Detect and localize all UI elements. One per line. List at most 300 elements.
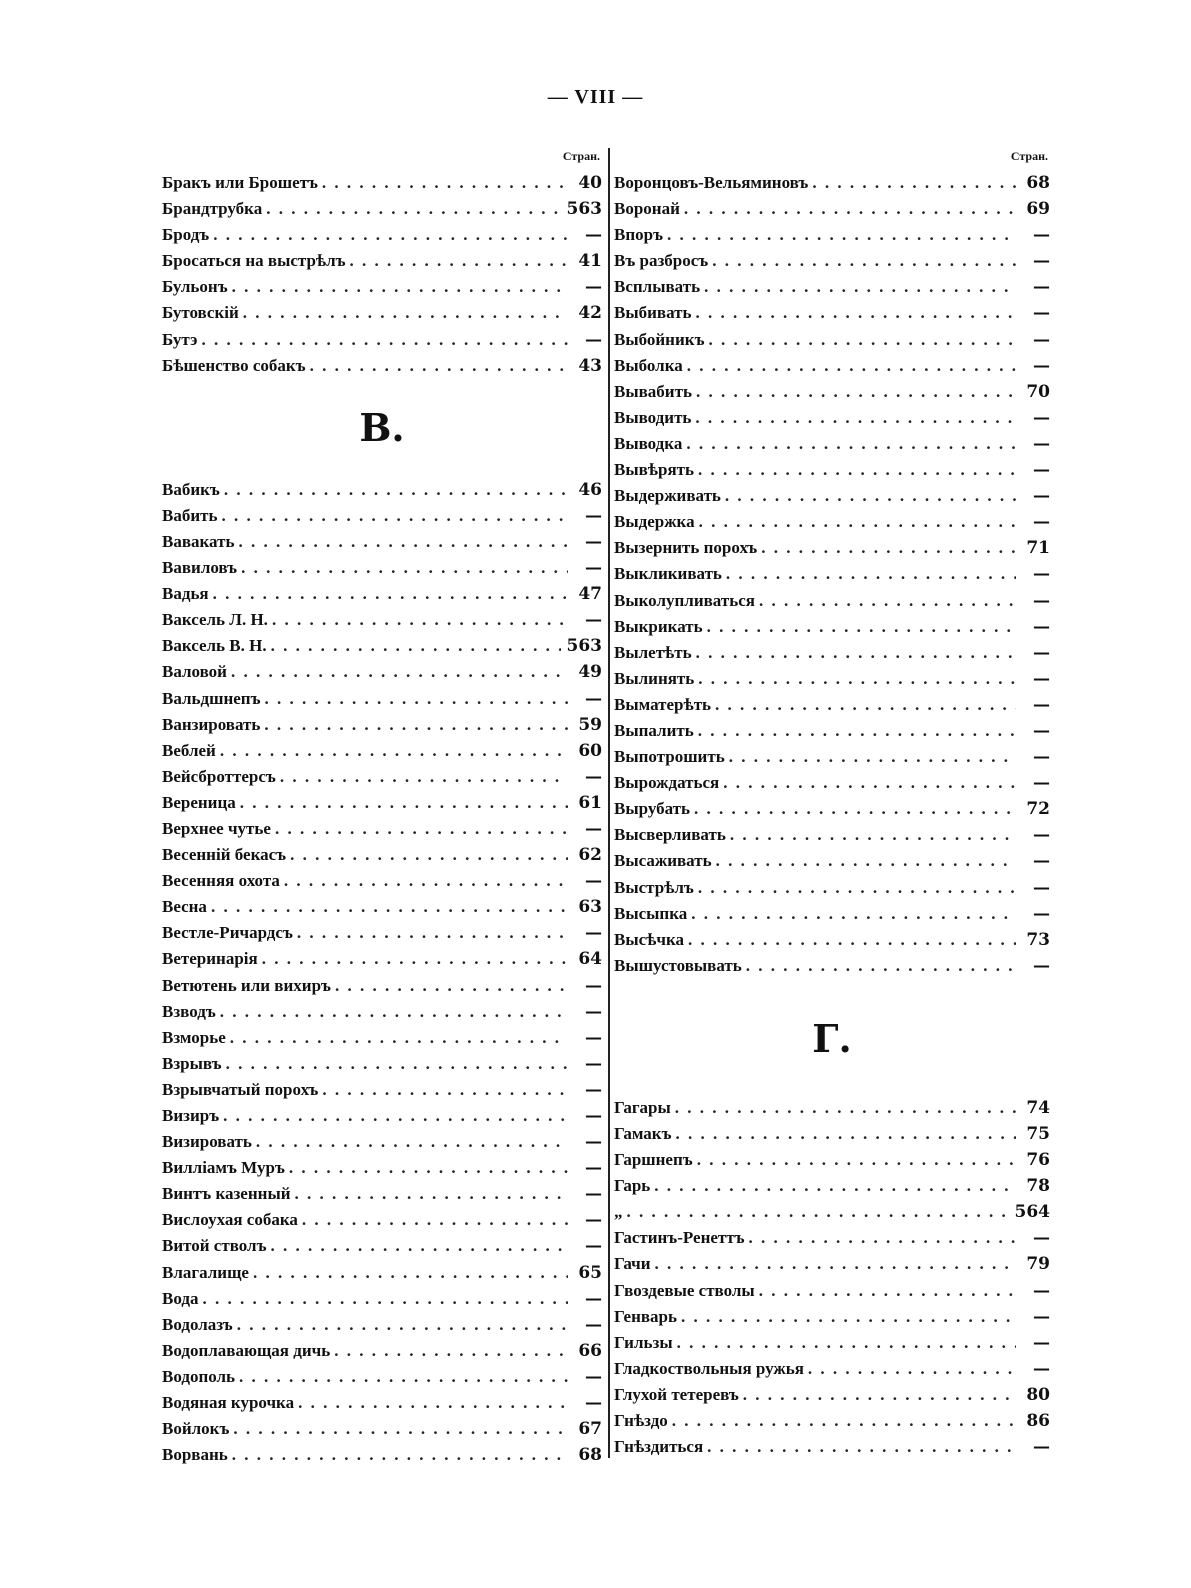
entry-page: 43	[578, 355, 602, 376]
entry-page: —	[585, 923, 602, 944]
leader-dots	[759, 588, 1016, 614]
entry-term: Веблей	[162, 740, 216, 760]
index-entry	[162, 1129, 602, 1155]
leader-dots	[812, 170, 1016, 196]
leader-dots	[224, 477, 568, 503]
index-entry	[614, 1095, 1050, 1121]
leader-dots	[655, 1251, 1016, 1277]
index-entry	[162, 274, 602, 300]
entry-page: —	[585, 1106, 602, 1126]
entry-page: 59	[578, 714, 602, 735]
entry-page: —	[585, 329, 602, 350]
index-entry	[614, 379, 1050, 405]
leader-dots	[297, 920, 568, 946]
entry-page: —	[1033, 773, 1050, 794]
index-entry	[162, 973, 602, 999]
entry-term: Впоръ	[614, 225, 663, 245]
entry-page: 68	[1026, 173, 1050, 193]
entry-page: 40	[578, 173, 602, 193]
leader-dots	[694, 796, 1016, 822]
leader-dots	[302, 1207, 568, 1233]
index-entry	[162, 1312, 602, 1338]
leader-dots	[676, 1121, 1017, 1147]
index-entry	[614, 1199, 1050, 1225]
leader-dots	[284, 868, 568, 894]
index-entry	[614, 300, 1050, 326]
leader-dots	[708, 327, 1016, 353]
entry-term: Вырубать	[614, 799, 691, 819]
leader-dots	[231, 659, 568, 685]
entry-page: —	[1033, 694, 1050, 715]
entry-term: Водоплавающая дичь	[162, 1340, 331, 1360]
leader-dots	[687, 353, 1016, 379]
entry-term: Гастинъ-Ренеттъ	[614, 1228, 745, 1248]
index-entry	[614, 1173, 1050, 1199]
index-entry	[614, 405, 1050, 431]
entry-page: —	[1033, 825, 1050, 846]
leader-dots	[262, 946, 568, 972]
entry-term: Гачи	[614, 1254, 651, 1274]
leader-dots	[275, 816, 568, 842]
leader-dots	[350, 248, 568, 274]
leader-dots	[334, 1338, 568, 1364]
entry-page: —	[585, 1053, 602, 1074]
entry-page: —	[1033, 512, 1050, 533]
entry-term: Гнѣздиться	[614, 1437, 704, 1457]
index-entry	[162, 529, 602, 555]
entry-term: Выпалить	[614, 720, 694, 740]
leader-dots	[698, 718, 1016, 744]
entry-page: —	[1033, 407, 1050, 428]
index-entry	[614, 535, 1050, 561]
leader-dots	[253, 1260, 568, 1286]
column-divider	[608, 148, 610, 1458]
index-entry	[162, 1103, 602, 1129]
index-entry	[614, 509, 1050, 535]
entry-term: Войлокъ	[162, 1419, 230, 1439]
entry-page: —	[1033, 903, 1050, 924]
entry-term: Вывѣрять	[614, 460, 694, 480]
leader-dots	[729, 744, 1016, 770]
entry-term: Весна	[162, 897, 207, 917]
index-entry	[162, 868, 602, 894]
index-entry	[162, 1442, 602, 1468]
entry-term: Вода	[162, 1288, 199, 1308]
index-entry	[614, 1251, 1050, 1277]
entry-page: —	[1033, 251, 1050, 272]
leader-dots	[688, 927, 1016, 953]
index-entry	[614, 1434, 1050, 1460]
entry-page: 65	[578, 1262, 602, 1283]
index-entry	[162, 327, 602, 353]
leader-dots	[698, 457, 1016, 483]
index-entry	[162, 1181, 602, 1207]
entry-page: 564	[1014, 1202, 1050, 1223]
index-entry	[614, 274, 1050, 300]
entry-page: —	[1033, 590, 1050, 611]
entry-term: Взводъ	[162, 1001, 216, 1021]
leader-dots	[239, 1364, 568, 1390]
entry-term: Вадья	[162, 584, 209, 604]
index-entry	[614, 353, 1050, 379]
entry-page: 74	[1026, 1097, 1050, 1118]
entry-page: 73	[1026, 929, 1050, 950]
leader-dots	[698, 875, 1016, 901]
right-column-header: Стран.	[1010, 149, 1048, 163]
leader-dots	[716, 848, 1016, 874]
entry-term: Выдержка	[614, 512, 695, 532]
entry-page: —	[1033, 1280, 1050, 1301]
entry-page: 86	[1026, 1411, 1050, 1432]
entry-page: —	[1033, 1306, 1050, 1327]
leader-dots	[627, 1199, 1009, 1225]
index-entry	[162, 764, 602, 790]
entry-term: Взрывчатый порохъ	[162, 1079, 319, 1099]
entry-term: Вавакать	[162, 531, 235, 551]
entry-page: —	[1033, 877, 1050, 898]
index-entry	[614, 1356, 1050, 1382]
entry-term: Влагалище	[162, 1262, 249, 1282]
entry-page: 72	[1026, 799, 1050, 820]
leader-dots	[280, 764, 568, 790]
entry-term: Гарь	[614, 1176, 651, 1196]
leader-dots	[271, 1233, 569, 1259]
entry-term: Гнѣздо	[614, 1411, 668, 1431]
entry-term: Бульонъ	[162, 277, 228, 297]
left-column-header: Стран.	[562, 149, 600, 163]
leader-dots	[322, 1077, 568, 1103]
leader-dots	[264, 712, 568, 738]
leader-dots	[686, 431, 1016, 457]
entry-page: —	[1033, 1437, 1050, 1458]
entry-page: —	[1033, 1228, 1050, 1249]
leader-dots	[730, 822, 1016, 848]
entry-term: Взморье	[162, 1027, 226, 1047]
leader-dots	[237, 1312, 568, 1338]
index-entry	[614, 927, 1050, 953]
index-entry	[614, 822, 1050, 848]
entry-page: —	[585, 1132, 602, 1153]
entry-term: Высаживать	[614, 851, 712, 871]
entry-page: —	[585, 277, 602, 298]
leader-dots	[699, 509, 1016, 535]
leader-dots	[691, 901, 1016, 927]
entry-page: —	[585, 1001, 602, 1022]
entry-term: Выкликивать	[614, 564, 722, 584]
leader-dots	[743, 1382, 1016, 1408]
entry-page: —	[585, 531, 602, 552]
entry-page: 64	[578, 949, 602, 970]
entry-page: —	[585, 688, 602, 709]
entry-term: Выдерживать	[614, 486, 721, 506]
index-entry	[614, 666, 1050, 692]
entry-term: Бутэ	[162, 329, 198, 349]
index-entry	[162, 790, 602, 816]
entry-term: Гамакъ	[614, 1124, 672, 1143]
leader-dots	[715, 692, 1016, 718]
index-entry	[614, 222, 1050, 248]
leader-dots	[201, 327, 568, 353]
entry-page: 67	[578, 1419, 602, 1440]
entry-term: Водолазъ	[162, 1314, 233, 1334]
entry-term: Выматерѣть	[614, 694, 712, 714]
entry-term: Въ разбросъ	[614, 251, 709, 271]
entry-term: Вышустовывать	[614, 955, 742, 975]
entry-page: 69	[1026, 199, 1050, 220]
entry-term: Гагары	[614, 1097, 671, 1117]
index-entry	[162, 1338, 602, 1364]
leader-dots	[202, 1286, 568, 1312]
entry-page: 79	[1026, 1254, 1050, 1275]
leader-dots	[211, 894, 568, 920]
entry-term: Выболка	[614, 355, 683, 375]
entry-term: Бродъ	[162, 225, 210, 245]
index-entry	[162, 1155, 602, 1181]
entry-page: 78	[1026, 1176, 1050, 1197]
entry-term: Гвоздевые стволы	[614, 1280, 755, 1300]
entry-page: —	[585, 610, 602, 631]
entry-page: —	[585, 766, 602, 787]
entry-term: Гаршнепъ	[614, 1150, 693, 1170]
entry-page: 66	[578, 1340, 602, 1361]
leader-dots	[759, 1278, 1016, 1304]
leader-dots	[223, 1103, 568, 1129]
index-entry	[162, 712, 602, 738]
entry-page: —	[1033, 486, 1050, 507]
entry-term: Бросаться на выстрѣлъ	[162, 251, 346, 271]
leader-dots	[761, 535, 1016, 561]
entry-page: 60	[578, 740, 602, 761]
index-entry	[614, 640, 1050, 666]
entry-term: Бракъ или Брошетъ	[162, 173, 318, 192]
leader-dots	[681, 1304, 1016, 1330]
entry-page: —	[585, 1079, 602, 1100]
entry-page: 76	[1026, 1150, 1050, 1171]
left-column	[162, 146, 602, 1468]
index-entry	[162, 581, 602, 607]
index-entry	[162, 477, 602, 503]
entry-term: Вислоухая собака	[162, 1210, 298, 1230]
entry-term: Визиръ	[162, 1106, 220, 1125]
entry-term: Ветеринарія	[162, 949, 258, 969]
entry-page: 75	[1026, 1124, 1050, 1144]
entry-page: 563	[566, 636, 602, 657]
entry-page: —	[1033, 720, 1050, 741]
entry-term: Генварь	[614, 1306, 677, 1326]
leader-dots	[298, 1390, 568, 1416]
leader-dots	[213, 222, 568, 248]
entry-page: —	[585, 1366, 602, 1387]
entry-term: Весенняя охота	[162, 871, 280, 891]
entry-page: —	[1033, 355, 1050, 376]
index-entry	[614, 875, 1050, 901]
index-entry	[614, 588, 1050, 614]
index-entry	[614, 1382, 1050, 1408]
left-entries-top	[162, 170, 602, 379]
leader-dots	[723, 770, 1016, 796]
entry-term: Вилліамъ Муръ	[162, 1158, 285, 1178]
right-entries-top	[614, 170, 1050, 979]
leader-dots	[672, 1408, 1016, 1434]
entry-term: Винтъ казенный	[162, 1184, 291, 1204]
entry-term: Вырождаться	[614, 773, 720, 793]
index-entry	[162, 920, 602, 946]
entry-page: —	[1033, 277, 1050, 298]
index-entry	[614, 483, 1050, 509]
index-entry	[162, 659, 602, 685]
leader-dots	[266, 196, 560, 222]
index-entry	[162, 503, 602, 529]
entry-term: Гильзы	[614, 1332, 673, 1352]
leader-dots	[265, 686, 568, 712]
index-entry	[614, 1278, 1050, 1304]
entry-page: —	[585, 1236, 602, 1257]
entry-term: Вестле-Ричардсъ	[162, 923, 293, 943]
entry-term: Валовой	[162, 662, 227, 682]
leader-dots	[695, 405, 1016, 431]
leader-dots	[213, 581, 568, 607]
index-entry	[614, 1304, 1050, 1330]
index-entry	[614, 431, 1050, 457]
index-entry	[614, 170, 1050, 196]
index-entry	[162, 353, 602, 379]
entry-page: 63	[578, 897, 602, 918]
entry-page: —	[1033, 460, 1050, 481]
entry-term: Высверливать	[614, 825, 726, 845]
leader-dots	[289, 1155, 568, 1181]
entry-term: Высыпка	[614, 903, 688, 923]
right-entries-bottom	[614, 1095, 1050, 1460]
entry-term: Брандтрубка	[162, 199, 263, 219]
index-entry	[614, 848, 1050, 874]
entry-page: 49	[578, 662, 602, 683]
entry-term: Вереница	[162, 792, 236, 812]
entry-term: Водополь	[162, 1366, 236, 1386]
entry-page: 47	[578, 584, 602, 605]
entry-term: „	[614, 1202, 623, 1222]
index-entry	[614, 1330, 1050, 1356]
entry-page: —	[1033, 851, 1050, 872]
entry-term: Водяная курочка	[162, 1393, 295, 1413]
entry-term: Выпотрошить	[614, 747, 725, 767]
index-entry	[162, 946, 602, 972]
entry-page: —	[585, 1288, 602, 1309]
index-entry	[614, 1408, 1050, 1434]
index-entry	[614, 614, 1050, 640]
leader-dots	[243, 300, 568, 326]
entry-term: Взрывъ	[162, 1053, 222, 1073]
entry-page: —	[585, 1314, 602, 1335]
entry-term: Выбойникъ	[614, 329, 705, 349]
leader-dots	[226, 1051, 568, 1077]
index-entry	[162, 248, 602, 274]
index-entry	[614, 1225, 1050, 1251]
entry-term: Высѣчка	[614, 929, 684, 949]
entry-page: 71	[1026, 538, 1050, 559]
entry-term: Выкрикать	[614, 616, 703, 636]
leader-dots	[240, 790, 568, 816]
entry-page: —	[585, 975, 602, 996]
index-entry	[162, 1233, 602, 1259]
leader-dots	[808, 1356, 1016, 1382]
entry-page: —	[1033, 1332, 1050, 1353]
leader-dots	[746, 953, 1016, 979]
leader-dots	[725, 483, 1016, 509]
leader-dots	[232, 274, 568, 300]
entry-term: Визировать	[162, 1132, 252, 1152]
entry-term: Вабикъ	[162, 479, 220, 499]
index-entry	[162, 1260, 602, 1286]
index-entry	[162, 1051, 602, 1077]
entry-term: Вабить	[162, 505, 218, 525]
entry-page: —	[585, 505, 602, 526]
entry-term: Вылетѣть	[614, 642, 692, 662]
index-entry	[614, 953, 1050, 979]
entry-page: —	[585, 1027, 602, 1048]
leader-dots	[707, 1434, 1016, 1460]
entry-page: —	[585, 558, 602, 579]
index-entry	[162, 1364, 602, 1390]
left-entries-bottom	[162, 477, 602, 1469]
leader-dots	[696, 379, 1016, 405]
leader-dots	[712, 248, 1016, 274]
entry-page: —	[1033, 1358, 1050, 1379]
leader-dots	[667, 222, 1016, 248]
entry-page: —	[1033, 616, 1050, 637]
entry-term: Вальдшнепъ	[162, 688, 261, 708]
entry-page: —	[585, 871, 602, 892]
entry-page: 42	[578, 303, 602, 324]
leader-dots	[677, 1330, 1016, 1356]
leader-dots	[696, 640, 1016, 666]
right-column	[614, 146, 1050, 1460]
index-entry	[614, 196, 1050, 222]
index-entry	[162, 999, 602, 1025]
index-entry	[162, 607, 602, 633]
leader-dots	[675, 1095, 1016, 1121]
section-letter-v: В.	[359, 404, 405, 450]
entry-term: Всплывать	[614, 277, 701, 297]
leader-dots	[256, 1129, 568, 1155]
index-entry	[162, 170, 602, 196]
entry-term: Выбивать	[614, 303, 692, 323]
entry-term: Ветютень или вихиръ	[162, 975, 331, 995]
index-entry	[614, 561, 1050, 587]
entry-page: 70	[1026, 381, 1050, 402]
leader-dots	[726, 561, 1016, 587]
leader-dots	[698, 666, 1016, 692]
entry-page: —	[1033, 955, 1050, 976]
leader-dots	[697, 1147, 1016, 1173]
leader-dots	[232, 1442, 568, 1468]
index-entry	[162, 555, 602, 581]
leader-dots	[272, 607, 568, 633]
entry-term: Бѣшенство собакъ	[162, 355, 306, 375]
leader-dots	[704, 274, 1016, 300]
entry-page: 563	[566, 199, 602, 220]
leader-dots	[221, 503, 568, 529]
leader-dots	[271, 633, 561, 659]
entry-term: Ворвань	[162, 1445, 228, 1465]
entry-term: Вызернить порохъ	[614, 538, 758, 558]
index-entry	[162, 300, 602, 326]
index-entry	[614, 692, 1050, 718]
entry-term: Гладкоствольныя ружья	[614, 1358, 804, 1378]
index-entry	[162, 1286, 602, 1312]
entry-term: Ваксель Л. Н.	[162, 610, 268, 630]
index-entry	[162, 1207, 602, 1233]
leader-dots	[230, 1025, 568, 1051]
